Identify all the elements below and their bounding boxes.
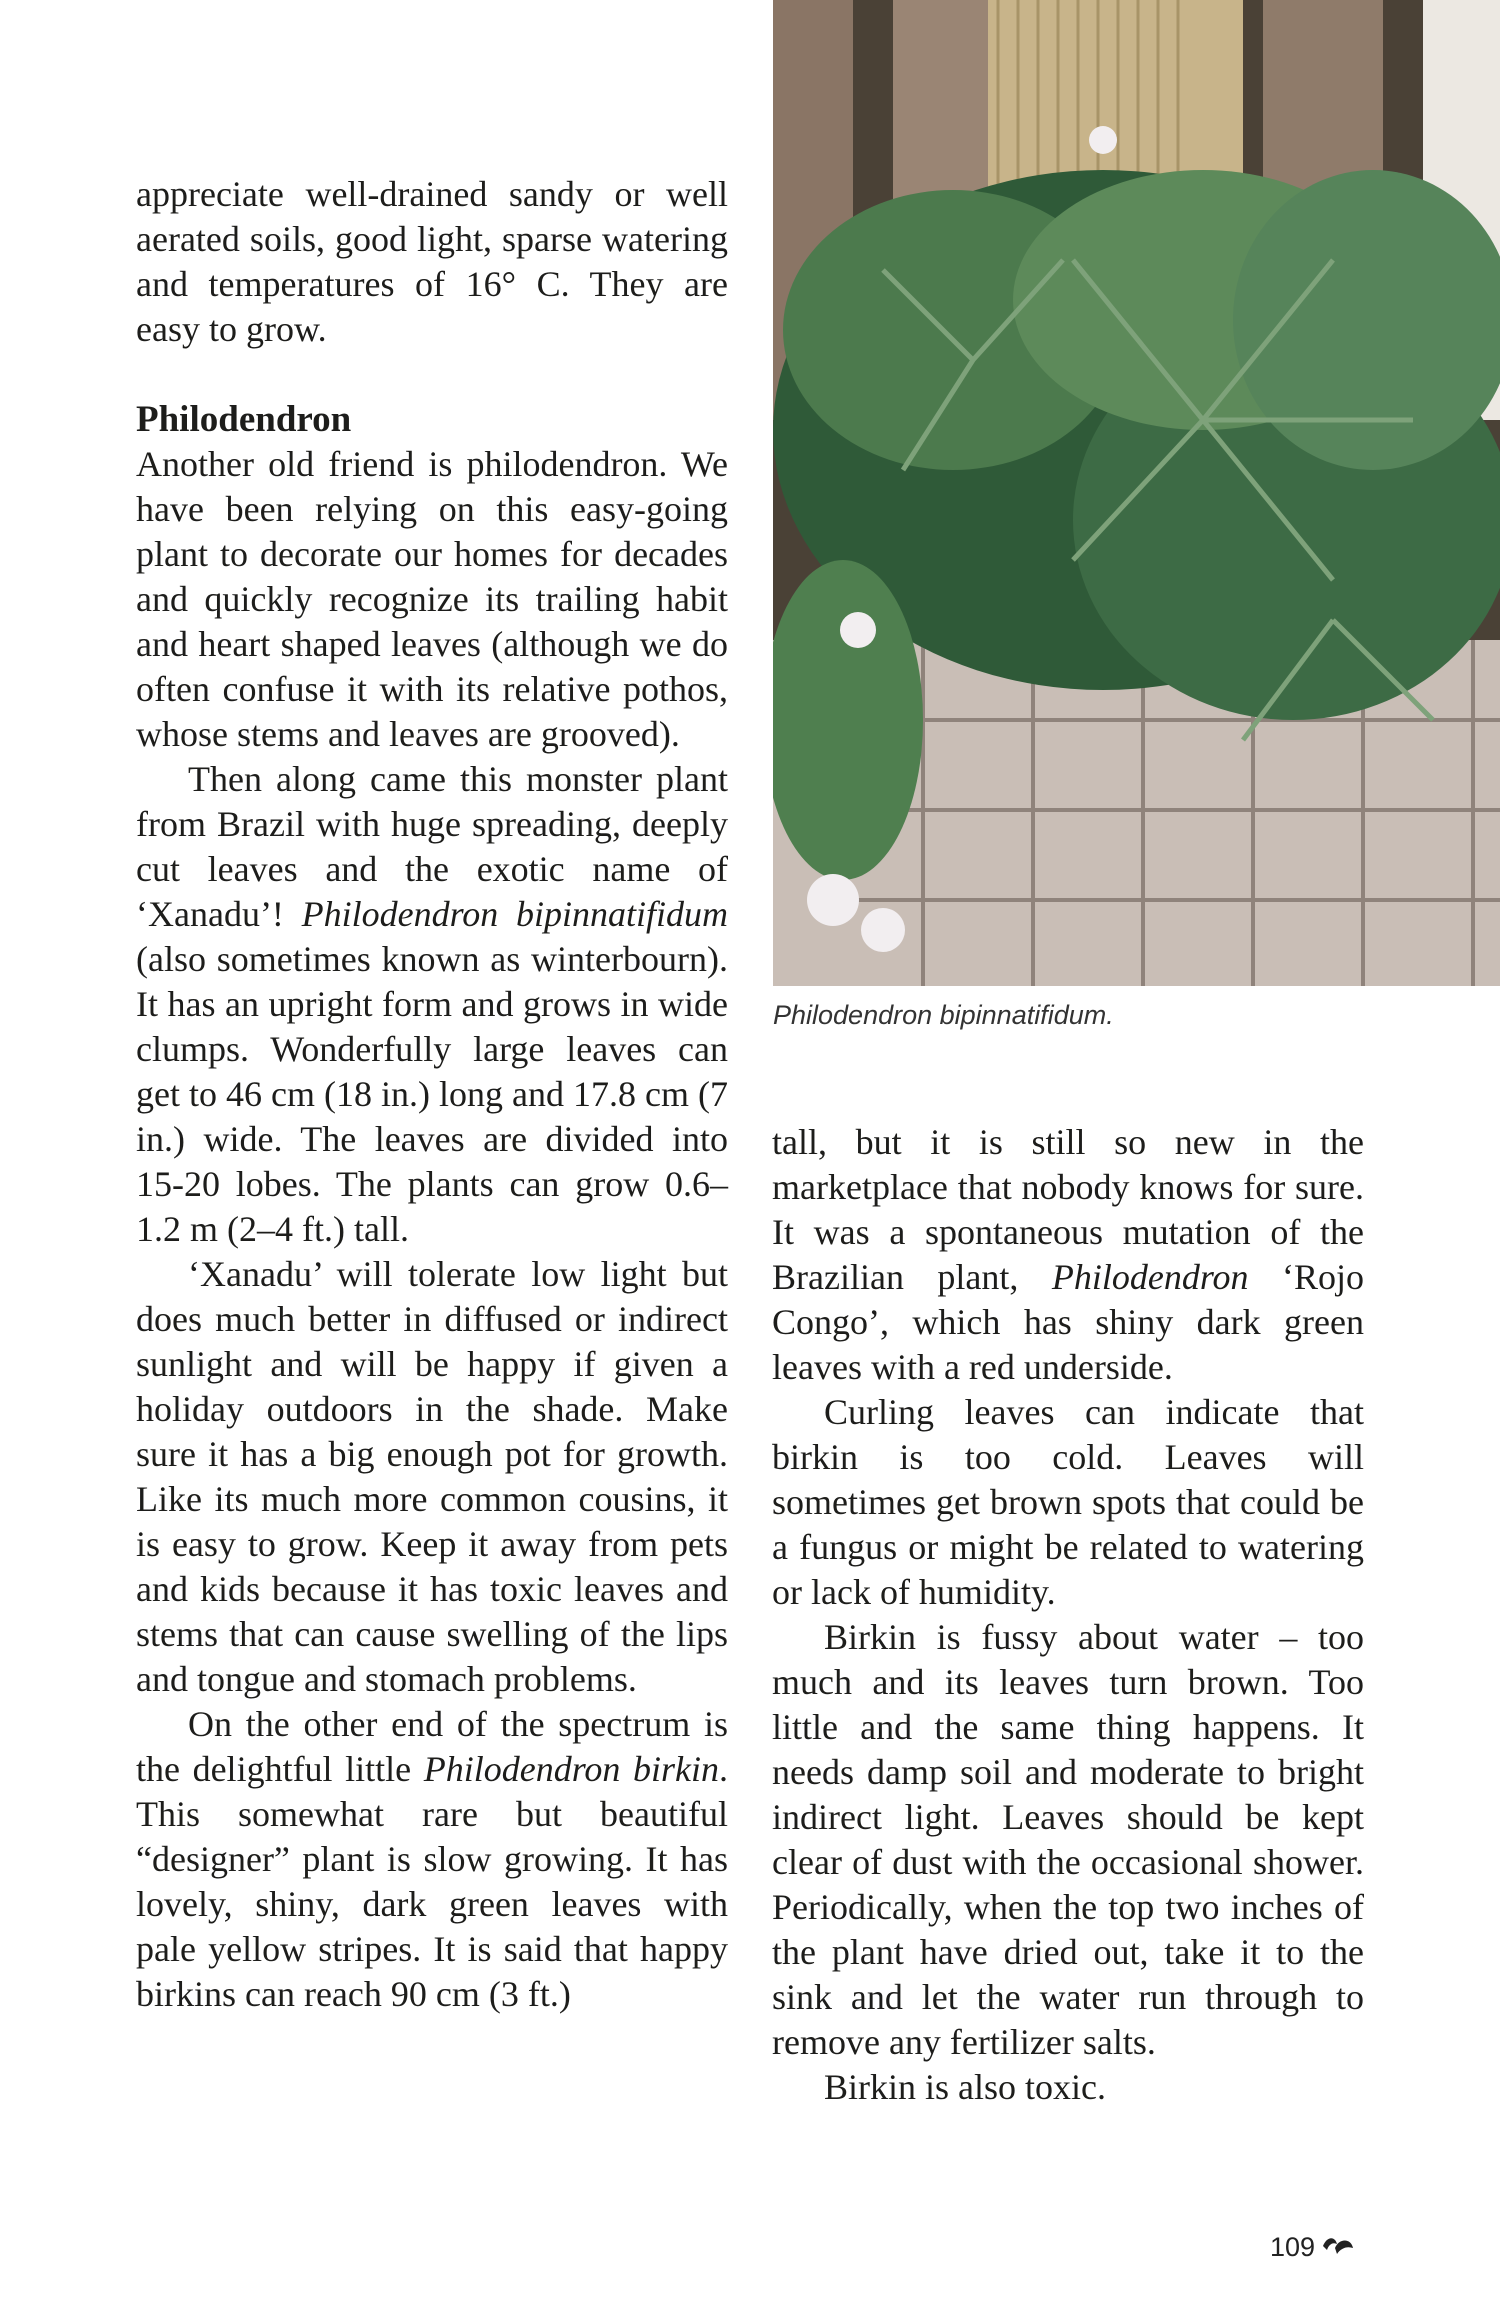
paragraph: Curling leaves can indicate that birkin is too cold. Leaves will sometimes get brown spots that could be a fungus or might be related to watering or lack of humidity. [772, 1392, 1364, 1612]
paragraph: appreciate well-drained sandy or well aerated soils, good light, sparse watering and temperatures of 16° C. They are easy to grow. [136, 174, 728, 349]
plant-photo [773, 0, 1500, 986]
paragraph: On the other end of the spectrum is the delightful little Philodendron birkin. This somewhat rare but beautiful “designer” plant is slow growing. It has lovely, shiny, dark green leaves with pale yellow stripes. It is said that happy birkins can reach 90 cm (3 ft.) [136, 1704, 728, 2014]
right-column [772, 1120, 1364, 2110]
paragraph: Then along came this monster plant from Brazil with huge spreading, deeply cut leaves and the exotic name of ‘Xanadu’! Philodendron bipinnatifidum (also sometimes known as winterbourn). It has an upright form and grows in wide clumps. Wonderfully large leaves can get to 46 cm (18 in.) long and 17.8 cm (7 in.) wide. The leaves are divided into 15-20 lobes. The plants can grow 0.6–1.2 m (2–4 ft.) tall. [136, 759, 729, 1249]
left-column [136, 172, 728, 2017]
paragraph: Another old friend is philodendron. We have been relying on this easy-going plant to decorate our homes for decades and quickly recognize its trailing habit and heart shaped leaves (although we do often confuse it with its relative pothos, whose stems and leaves are grooved). [136, 444, 728, 754]
paragraph: ‘Xanadu’ will tolerate low light but does much better in diffused or indirect sunlight and will be happy if given a holiday outdoors in the shade. Make sure it has a big enough pot for growth. Like its much more common cousins, it is easy to grow. Keep it away from pets and kids because it has toxic leaves and stems that can cause swelling of the lips and tongue and stomach problems. [136, 1254, 728, 1699]
photo-illustration [773, 0, 1500, 986]
section-heading: Philodendron [136, 399, 352, 440]
paragraph: Birkin is fussy about water – too much and its leaves turn brown. Too little and the same thing happens. It needs damp soil and moderate to bright indirect light. Leaves should be kept clear of dust with the occasional shower. Periodically, when the top two inches of the plant have dried out, take it to the sink and let the water run through to remove any fertilizer salts. [772, 1617, 1364, 2062]
page-number-text: 109 [1270, 2232, 1316, 2262]
paragraph: tall, but it is still so new in the marketplace that nobody knows for sure. It was a spontaneous mutation of the Brazilian plant, Philodendron ‘Rojo Congo’, which has shiny dark green leaves with a red underside. [772, 1122, 1364, 1387]
page-number [1270, 2232, 1355, 2263]
photo-caption: Philodendron bipinnatifidum. [773, 1000, 1114, 1030]
paragraph: Birkin is also toxic. [824, 2067, 1106, 2107]
leaf-ornament-icon [1321, 2232, 1355, 2263]
